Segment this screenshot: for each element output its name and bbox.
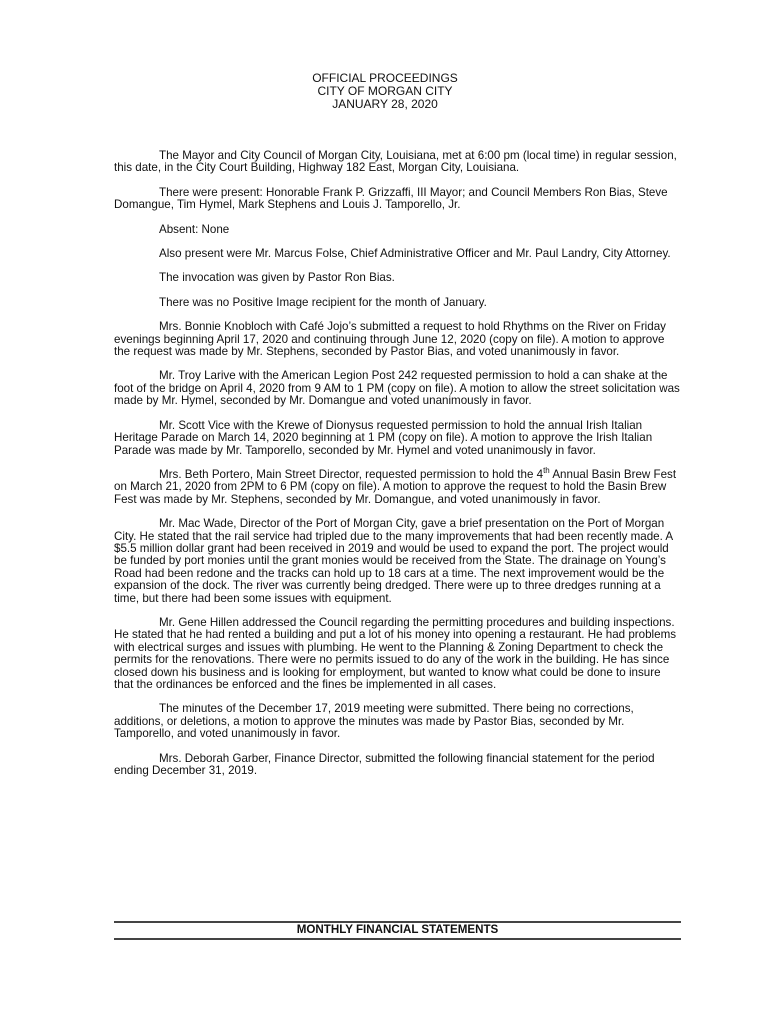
paragraph-minutes: The minutes of the December 17, 2019 meeting were submitted. There being no corrections, additions, or deletions, a motion to approve the minutes was made by Pastor Bias, seconded by Mr. Tamporello, and voted unanimously in favor. [114, 702, 634, 741]
paragraph-irish-italian-parade: Mr. Scott Vice with the Krewe of Dionysus requested permission to hold the annual Irish Italian Heritage Parade on March 14, 2020 beginning at 1 PM (copy on file). A motion to approve the Irish Italian Parade was made by Mr. Tamporello, seconded by Mr. Hymel and voted unanimously in favor. [114, 418, 653, 457]
paragraph-invocation: The invocation was given by Pastor Ron Bias. [159, 271, 395, 285]
paragraph-financial-statement: Mrs. Deborah Garber, Finance Director, submitted the following financial statement for the period ending December 31, 2019. [114, 751, 655, 778]
paragraph-basin-brew-fest [114, 466, 681, 506]
document-header [0, 72, 770, 111]
paragraph-rhythms-on-river: Mrs. Bonnie Knobloch with Café Jojo’s submitted a request to hold Rhythms on the River on Friday evenings beginning April 17, 2020 and continuing through June 12, 2020 (copy on file). A motion to approve the request was made by Mr. Stephens, seconded by Pastor Bias, and voted unanimously in favor. [114, 320, 666, 359]
paragraph-positive-image: There was no Positive Image recipient for the month of January. [159, 295, 487, 309]
text: Annual Basin Brew Fest on March 21, 2020 from 2PM to 6 PM (copy on file). A motion to approve the request to hold the Basin Brew Fest was made by Mr. Stephens, seconded by Mr. Domangue, and voted unanimously in favor. [114, 467, 677, 506]
paragraph-port-presentation: Mr. Mac Wade, Director of the Port of Morgan City, gave a brief presentation on the Port of Morgan City. He stated that the rail service had tripled due to the many improvements that had been recently made. A $5.5 million dollar grant had been received in 2019 and would be used to expand the port. The project would be funded by port monies until the grant monies would be received from the State. The drainage on Young’s Road had been redone and the tracks can hold up to 18 cars at a time. The next improvement would be the expansion of the dock. The river was currently being dredged. There were up to three dredges running at a time, but there had been some issues with equipment. [114, 517, 673, 605]
header-date: JANUARY 28, 2020 [332, 97, 438, 111]
header-city: CITY OF MORGAN CITY [317, 84, 453, 98]
superscript: th [543, 466, 550, 476]
paragraph-also-present: Also present were Mr. Marcus Folse, Chief Administrative Officer and Mr. Paul Landry, City Attorney. [159, 247, 671, 261]
header-title: OFFICIAL PROCEEDINGS [312, 71, 458, 85]
paragraph-can-shake: Mr. Troy Larive with the American Legion Post 242 requested permission to hold a can shake at the foot of the bridge on April 4, 2020 from 9 AM to 1 PM (copy on file). A motion to allow the street solicitation was made by Mr. Hymel, seconded by Mr. Domangue and voted unanimously in favor. [114, 369, 680, 408]
text: Mrs. Beth Portero, Main Street Director, requested permission to hold the 4 [159, 467, 544, 481]
document-body [114, 150, 681, 789]
paragraph-permitting: Mr. Gene Hillen addressed the Council regarding the permitting procedures and building inspections. He stated that he had rented a building and put a lot of his money into opening a restaurant. He had problems with electrical surges and issues with plumbing. He went to the Planning & Zoning Department to check the permits for the renovations. There were no permits issued to do any of the work in the building. He has since closed down his business and is looking for employment, but wanted to know what could be done to insure that the ordinances be enforced and the fines be implemented in all cases. [114, 615, 677, 691]
paragraph-meeting: The Mayor and City Council of Morgan City, Louisiana, met at 6:00 pm (local time) in regular session, this date, in the City Court Building, Highway 182 East, Morgan City, Louisiana. [114, 149, 677, 175]
divider-bottom [114, 938, 681, 940]
section-heading: MONTHLY FINANCIAL STATEMENTS [296, 923, 499, 936]
paragraph-absent: Absent: None [159, 222, 230, 236]
paragraph-present: There were present: Honorable Frank P. Grizzaffi, III Mayor; and Council Members Ron Bias, Steve Domangue, Tim Hymel, Mark Stephens and Louis J. Tamporello, Jr. [114, 185, 668, 212]
